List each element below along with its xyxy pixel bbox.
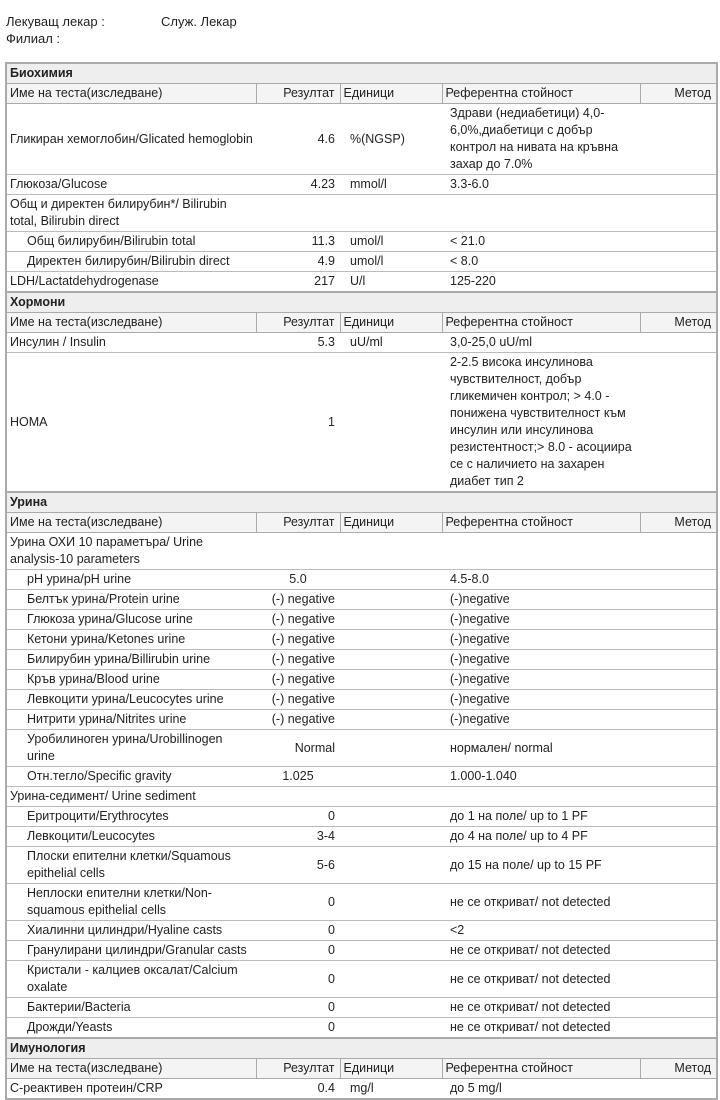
test-units	[340, 961, 442, 998]
test-method	[640, 590, 717, 610]
test-name: Общ билирубин/Bilirubin total	[6, 232, 256, 252]
test-units	[340, 787, 442, 807]
column-header-result: Резултат	[256, 1059, 340, 1079]
test-result: 4.6	[256, 104, 340, 175]
test-reference: не се откриват/ not detected	[442, 998, 640, 1018]
test-name: Глюкоза/Glucose	[6, 175, 256, 195]
column-header-name: Име на теста(изследване)	[6, 1059, 256, 1079]
test-units	[340, 921, 442, 941]
test-reference: (-)negative	[442, 670, 640, 690]
test-reference: 125-220	[442, 272, 640, 293]
table-row	[6, 807, 717, 827]
test-name: Дрожди/Yeasts	[6, 1018, 256, 1039]
table-row	[6, 590, 717, 610]
branch-label: Филиал :	[6, 31, 61, 46]
section-table-Урина	[5, 493, 718, 1039]
test-name: Гликиран хемоглобин/Glicated hemoglobin	[6, 104, 256, 175]
test-reference: Здрави (недиабетици) 4,0-6,0%,диабетици с добър контрол на нивата на кръвна захар до 7.0%	[442, 104, 640, 175]
test-name: Гранулирани цилиндри/Granular casts	[6, 941, 256, 961]
test-units	[340, 610, 442, 630]
test-reference	[442, 533, 640, 570]
table-row	[6, 884, 717, 921]
table-row	[6, 175, 717, 195]
test-method	[640, 1018, 717, 1039]
column-header-method: Метод	[640, 1059, 717, 1079]
test-result: Normal	[256, 730, 340, 767]
test-method	[640, 333, 717, 353]
test-reference: не се откриват/ not detected	[442, 961, 640, 998]
test-units	[340, 670, 442, 690]
test-result: (-) negative	[256, 690, 340, 710]
column-header-name: Име на теста(изследване)	[6, 84, 256, 104]
test-method	[640, 175, 717, 195]
test-units	[340, 353, 442, 493]
test-result: 0	[256, 807, 340, 827]
test-result: 1.025	[256, 767, 340, 787]
test-method	[640, 787, 717, 807]
test-method	[640, 252, 717, 272]
table-row	[6, 650, 717, 670]
test-name: Билирубин урина/Billirubin urine	[6, 650, 256, 670]
test-result: 0	[256, 884, 340, 921]
test-method	[640, 710, 717, 730]
column-header-result: Резултат	[256, 313, 340, 333]
test-name: Левкоцити урина/Leucocytes urine	[6, 690, 256, 710]
test-reference	[442, 195, 640, 232]
test-result: 4.9	[256, 252, 340, 272]
test-name: HOMA	[6, 353, 256, 493]
table-row	[6, 730, 717, 767]
test-reference: 3.3-6.0	[442, 175, 640, 195]
test-method	[640, 941, 717, 961]
test-result	[256, 195, 340, 232]
test-name: Кръв урина/Blood urine	[6, 670, 256, 690]
test-reference: 2-2.5 висока инсулинова чувствителност, добър гликемичен контрол; > 4.0 - понижена чувствителност към инсулин или инсулинова резистентност;> 8.0 - асоциира се с наличието на захарен диабет тип 2	[442, 353, 640, 493]
test-result: 0	[256, 961, 340, 998]
test-result	[256, 533, 340, 570]
section-title-row	[6, 493, 717, 513]
table-row	[6, 570, 717, 590]
test-name: LDH/Lactatdehydrogenase	[6, 272, 256, 293]
test-name: Кетони урина/Ketones urine	[6, 630, 256, 650]
table-row	[6, 630, 717, 650]
test-reference: (-)negative	[442, 650, 640, 670]
test-name: Общ и директен билирубин*/ Bilirubin total, Bilirubin direct	[6, 195, 256, 232]
table-row	[6, 353, 717, 493]
section-title: Урина	[6, 493, 717, 513]
test-reference: (-)negative	[442, 590, 640, 610]
test-reference: (-)negative	[442, 610, 640, 630]
test-reference: < 21.0	[442, 232, 640, 252]
table-row	[6, 670, 717, 690]
test-units	[340, 690, 442, 710]
test-units	[340, 827, 442, 847]
column-header-result: Резултат	[256, 84, 340, 104]
test-result: 0	[256, 998, 340, 1018]
test-result: (-) negative	[256, 670, 340, 690]
section-title-row	[6, 293, 717, 313]
test-result: 3-4	[256, 827, 340, 847]
test-name: Плоски епителни клетки/Squamous epithelial cells	[6, 847, 256, 884]
column-header-method: Метод	[640, 513, 717, 533]
test-method	[640, 650, 717, 670]
column-header-name: Име на теста(изследване)	[6, 313, 256, 333]
test-method	[640, 533, 717, 570]
column-header-reference: Референтна стойност	[442, 313, 640, 333]
column-header-reference: Референтна стойност	[442, 84, 640, 104]
column-header-reference: Референтна стойност	[442, 1059, 640, 1079]
test-method	[640, 807, 717, 827]
test-name: Кристали - калциев оксалат/Calcium oxalate	[6, 961, 256, 998]
test-result: 217	[256, 272, 340, 293]
test-name: Белтък урина/Protein urine	[6, 590, 256, 610]
test-units: uU/ml	[340, 333, 442, 353]
test-method	[640, 353, 717, 493]
section-table-Имунология	[5, 1039, 718, 1100]
test-units	[340, 807, 442, 827]
section-title: Хормони	[6, 293, 717, 313]
test-units	[340, 847, 442, 884]
test-name: Хиалинни цилиндри/Hyaline casts	[6, 921, 256, 941]
test-units: umol/l	[340, 252, 442, 272]
test-units	[340, 590, 442, 610]
test-method	[640, 195, 717, 232]
test-name: Еритроцити/Erythrocytes	[6, 807, 256, 827]
test-units: %(NGSP)	[340, 104, 442, 175]
test-reference: до 4 на поле/ up to 4 PF	[442, 827, 640, 847]
test-method	[640, 767, 717, 787]
section-title: Биохимия	[6, 63, 717, 84]
test-units	[340, 570, 442, 590]
column-header-units: Единици	[340, 1059, 442, 1079]
test-units	[340, 767, 442, 787]
test-reference: 3,0-25,0 uU/ml	[442, 333, 640, 353]
test-units: mmol/l	[340, 175, 442, 195]
test-reference: (-)negative	[442, 630, 640, 650]
table-row	[6, 998, 717, 1018]
test-units: mg/l	[340, 1079, 442, 1100]
table-row	[6, 787, 717, 807]
column-header-units: Единици	[340, 84, 442, 104]
test-reference: нормален/ normal	[442, 730, 640, 767]
test-units	[340, 533, 442, 570]
table-row	[6, 847, 717, 884]
test-reference: (-)negative	[442, 710, 640, 730]
test-reference: не се откриват/ not detected	[442, 941, 640, 961]
column-header-name: Име на теста(изследване)	[6, 513, 256, 533]
test-name: С-реактивен протеин/CRP	[6, 1079, 256, 1100]
test-result: 0	[256, 921, 340, 941]
test-result: 5-6	[256, 847, 340, 884]
column-header-units: Единици	[340, 513, 442, 533]
test-result: (-) negative	[256, 630, 340, 650]
test-units	[340, 884, 442, 921]
test-reference: (-)negative	[442, 690, 640, 710]
section-table-Биохимия	[5, 62, 718, 293]
test-reference: < 8.0	[442, 252, 640, 272]
test-method	[640, 730, 717, 767]
test-result: (-) negative	[256, 650, 340, 670]
report-header	[6, 13, 237, 47]
test-method	[640, 104, 717, 175]
column-header-row	[6, 513, 717, 533]
test-reference: 1.000-1.040	[442, 767, 640, 787]
test-name: Урина-седимент/ Urine sediment	[6, 787, 256, 807]
test-method	[640, 610, 717, 630]
test-reference: не се откриват/ not detected	[442, 1018, 640, 1039]
table-row	[6, 1079, 717, 1100]
table-row	[6, 941, 717, 961]
test-name: Глюкоза урина/Glucose urine	[6, 610, 256, 630]
test-units	[340, 650, 442, 670]
test-reference: <2	[442, 921, 640, 941]
table-row	[6, 710, 717, 730]
doctor-label: Лекуващ лекар :	[6, 14, 105, 29]
table-row	[6, 1018, 717, 1039]
table-row	[6, 104, 717, 175]
test-reference: до 15 на поле/ up to 15 PF	[442, 847, 640, 884]
test-result	[256, 787, 340, 807]
test-reference: 4.5-8.0	[442, 570, 640, 590]
table-row	[6, 921, 717, 941]
table-row	[6, 533, 717, 570]
test-result: (-) negative	[256, 710, 340, 730]
test-result: 0.4	[256, 1079, 340, 1100]
test-method	[640, 232, 717, 252]
section-title-row	[6, 63, 717, 84]
test-method	[640, 847, 717, 884]
test-method	[640, 272, 717, 293]
section-table-Хормони	[5, 293, 718, 493]
column-header-reference: Референтна стойност	[442, 513, 640, 533]
test-result: 0	[256, 941, 340, 961]
column-header-method: Метод	[640, 84, 717, 104]
test-name: Нитрити урина/Nitrites urine	[6, 710, 256, 730]
test-result: (-) negative	[256, 610, 340, 630]
test-method	[640, 1079, 717, 1100]
test-name: Бактерии/Bacteria	[6, 998, 256, 1018]
test-name: Директен билирубин/Bilirubin direct	[6, 252, 256, 272]
test-units	[340, 941, 442, 961]
test-result: 5.0	[256, 570, 340, 590]
column-header-result: Резултат	[256, 513, 340, 533]
table-row	[6, 272, 717, 293]
test-name: pH урина/pH urine	[6, 570, 256, 590]
test-result: 11.3	[256, 232, 340, 252]
test-units: umol/l	[340, 232, 442, 252]
test-units	[340, 1018, 442, 1039]
table-row	[6, 232, 717, 252]
column-header-units: Единици	[340, 313, 442, 333]
table-row	[6, 195, 717, 232]
test-name: Инсулин / Insulin	[6, 333, 256, 353]
column-header-row	[6, 313, 717, 333]
results-tables	[5, 62, 716, 1100]
test-name: Неплоски епителни клетки/Non-squamous epithelial cells	[6, 884, 256, 921]
test-method	[640, 884, 717, 921]
section-title: Имунология	[6, 1039, 717, 1059]
table-row	[6, 961, 717, 998]
table-row	[6, 690, 717, 710]
doctor-value: Служ. Лекар	[161, 14, 237, 29]
test-units	[340, 998, 442, 1018]
test-units: U/l	[340, 272, 442, 293]
test-units	[340, 710, 442, 730]
test-reference: до 1 на поле/ up to 1 PF	[442, 807, 640, 827]
table-row	[6, 827, 717, 847]
test-units	[340, 730, 442, 767]
test-reference: не се откриват/ not detected	[442, 884, 640, 921]
test-method	[640, 961, 717, 998]
test-reference: до 5 mg/l	[442, 1079, 640, 1100]
test-method	[640, 921, 717, 941]
test-result: (-) negative	[256, 590, 340, 610]
test-method	[640, 630, 717, 650]
test-method	[640, 690, 717, 710]
section-title-row	[6, 1039, 717, 1059]
test-units	[340, 630, 442, 650]
test-name: Урина ОХИ 10 параметъра/ Urine analysis-10 parameters	[6, 533, 256, 570]
table-row	[6, 767, 717, 787]
test-result: 0	[256, 1018, 340, 1039]
test-method	[640, 670, 717, 690]
test-method	[640, 570, 717, 590]
test-method	[640, 827, 717, 847]
column-header-method: Метод	[640, 313, 717, 333]
test-result: 4.23	[256, 175, 340, 195]
table-row	[6, 252, 717, 272]
test-name: Левкоцити/Leucocytes	[6, 827, 256, 847]
column-header-row	[6, 1059, 717, 1079]
test-units	[340, 195, 442, 232]
table-row	[6, 333, 717, 353]
test-reference	[442, 787, 640, 807]
test-result: 5.3	[256, 333, 340, 353]
test-name: Уробилиноген урина/Urobillinogen urine	[6, 730, 256, 767]
test-method	[640, 998, 717, 1018]
test-name: Отн.тегло/Specific gravity	[6, 767, 256, 787]
column-header-row	[6, 84, 717, 104]
table-row	[6, 610, 717, 630]
test-result: 1	[256, 353, 340, 493]
